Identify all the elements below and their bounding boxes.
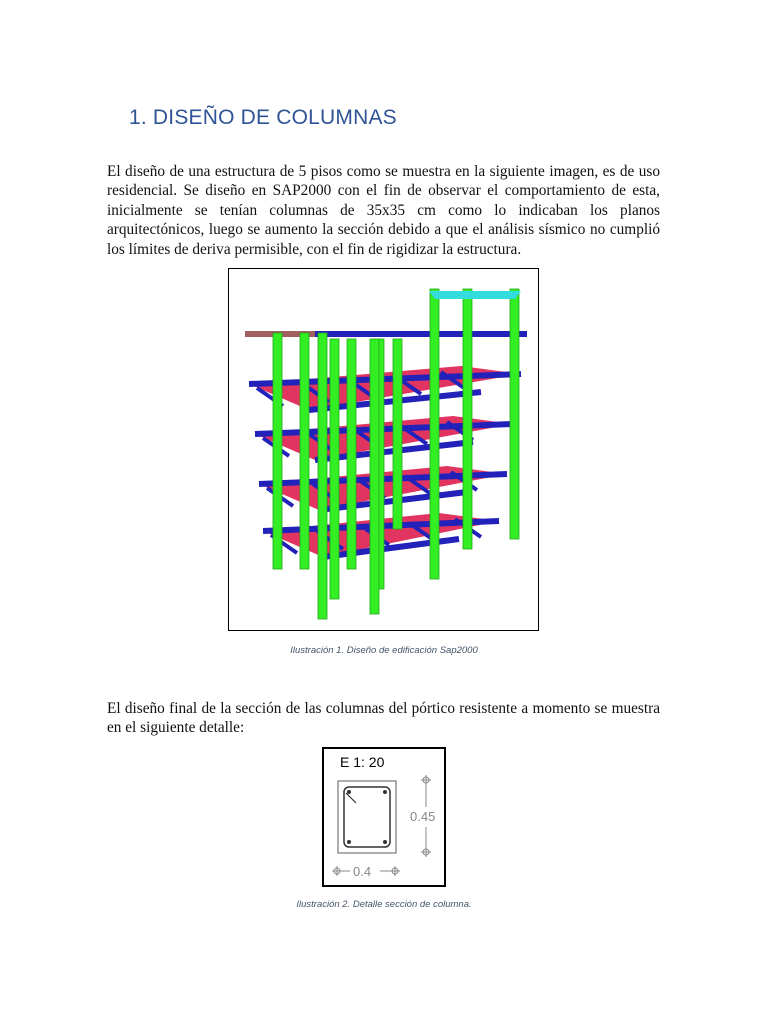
column [430, 289, 439, 579]
building-3d-model-image [229, 269, 538, 630]
column [370, 339, 379, 614]
column [393, 339, 402, 529]
section-heading [129, 106, 397, 130]
height-dimension: 0.45 [410, 809, 436, 824]
scale-label: E 1: 20 [340, 754, 385, 770]
column-outline [338, 781, 396, 853]
rebar [383, 790, 387, 794]
column [300, 333, 309, 569]
column [463, 289, 472, 549]
column [318, 333, 327, 619]
stirrup-outline [344, 787, 390, 847]
detail-paragraph: El diseño final de la sección de las columnas del pórtico resistente a momento se muestra en el siguiente detalle: [107, 700, 660, 737]
column [273, 333, 282, 569]
figure-1-caption: Ilustración 1. Diseño de edificación Sap2000 [290, 645, 478, 656]
rebar [383, 840, 387, 844]
section-number: 1. [129, 106, 147, 129]
rebar [347, 840, 351, 844]
width-dimension: 0.4 [353, 864, 372, 879]
sap2000-building-figure [228, 268, 539, 631]
section-title: DISEÑO DE COLUMNAS [152, 106, 397, 129]
column [330, 339, 339, 599]
column-section-drawing [324, 749, 444, 885]
figure-2-caption: Ilustración 2. Detalle sección de columna. [296, 899, 472, 910]
rebar [347, 790, 351, 794]
column [347, 339, 356, 569]
column [510, 289, 519, 539]
column-section-detail-figure [322, 747, 446, 887]
stirrup-hook [346, 793, 356, 803]
intro-paragraph: El diseño de una estructura de 5 pisos como se muestra en la siguiente imagen, es de uso residencial. Se diseño en SAP2000 con el fin de observar el comportamiento de esta, inicialmente se tenían columnas de 35x35 cm como lo indicaban los planos arquitectónicos, luego se aumento la sección debido a que el análisis sísmico no cumplió los límites de deriva permisible, con el fin de rigidizar la estructura. [107, 163, 660, 258]
